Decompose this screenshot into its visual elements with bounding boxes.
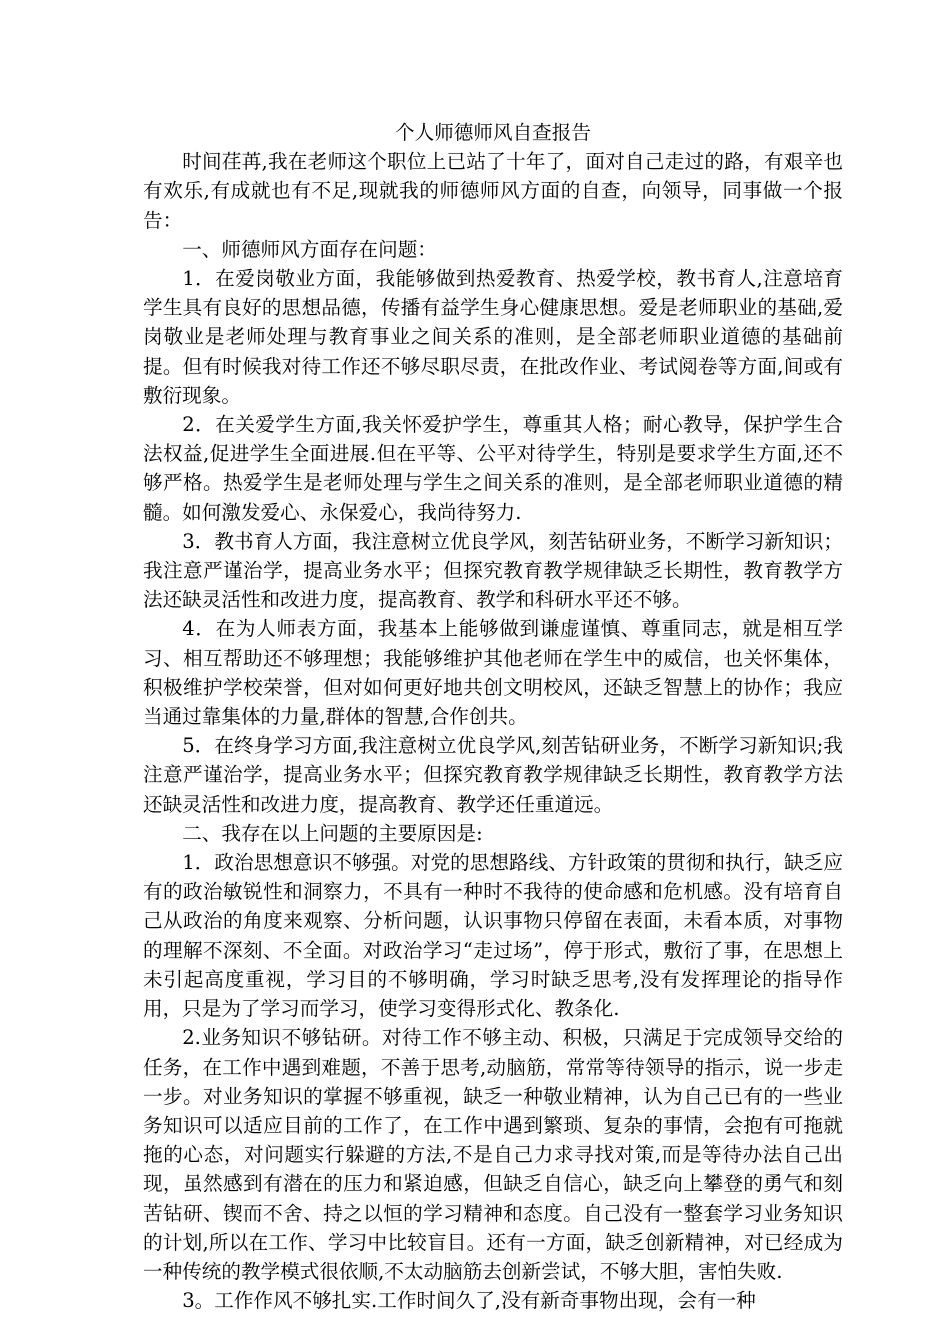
problem-paragraph-5: 5．在终身学习方面,我注意树立优良学风,刻苦钻研业务，不断学习新知识;我注意严谨治学，提高业务水平；但探究教育教学规律缺乏长期性，教育教学方法还缺灵活性和改进力度，提高教育、教学还任重道远。 [143, 734, 843, 816]
document-body [143, 118, 843, 1315]
cause-paragraph-1: 1．政治思想意识不够强。对党的思想路线、方针政策的贯彻和执行，缺乏应有的政治敏锐性和洞察力，不具有一种时不我待的使命感和危机感。没有培育自己从政治的角度来观察、分析问题，认识事物只停留在表面，未看本质，对事物的理解不深刻、不全面。对政治学习“走过场”，停于形式，敷衍了事，在思想上未引起高度重视，学习目的不够明确，学习时缺乏思考,没有发挥理论的指导作用，只是为了学习而学习，使学习变得形式化、教条化. [143, 851, 843, 1021]
section-heading-problems: 一、师德师风方面存在问题： [182, 237, 437, 261]
problem-paragraph-3: 3．教书育人方面，我注意树立优良学风，刻苦钻研业务，不断学习新知识；我注意严谨治学，提高业务水平；但探究教育教学规律缺乏长期性，教育教学方法还缺灵活性和改进力度，提高教育、教学和科研水平还不够。 [143, 529, 843, 612]
cause-paragraph-3: 3。工作作风不够扎实.工作时间久了,没有新奇事物出现，会有一种 [182, 1289, 756, 1313]
section-heading-causes: 二、我存在以上问题的主要原因是: [182, 821, 483, 845]
document-title: 个人师德师风自查报告 [395, 121, 591, 144]
problem-paragraph-4: 4．在为人师表方面，我基本上能够做到谦虚谨慎、尊重同志，就是相互学习、相互帮助还不够理想；我能够维护其他老师在学生中的威信，也关怀集体，积极维护学校荣誉，但对如何更好地共创文明校风，还缺乏智慧上的协作；我应当通过靠集体的力量,群体的智慧,合作创共。 [143, 617, 843, 729]
cause-paragraph-2: 2.业务知识不够钻研。对待工作不够主动、积极，只满足于完成领导交给的任务，在工作中遇到难题，不善于思考,动脑筋，常常等待领导的指示，说一步走一步。对业务知识的掌握不够重视，缺乏一种敬业精神，认为自己已有的一些业务知识可以适应目前的工作了，在工作中遇到繁琐、复杂的事情，会抱有可拖就拖的心态，对问题实行躲避的方法,不是自己力求寻找对策,而是等待办法自己出现，虽然感到有潜在的压力和紧迫感，但缺乏自信心，缺乏向上攀登的勇气和刻苦钻研、锲而不舍、持之以恒的学习精神和态度。自己没有一整套学习业务知识的计划,所以在工作、学习中比较盲目。还有一方面，缺乏创新精神，对已经成为一种传统的教学模式很依顺,不太动脑筋去创新尝试，不够大胆，害怕失败. [143, 1026, 843, 1283]
problem-paragraph-2: 2．在关爱学生方面,我关怀爱护学生，尊重其人格；耐心教导，保护学生合法权益,促进学生全面进展.但在平等、公平对待学生，特别是要求学生方面,还不够严格。热爱学生是老师处理与学生之间关系的准则，是全部老师职业道德的精髓。如何激发爱心、永保爱心，我尚待努力. [143, 413, 843, 524]
problem-paragraph-1: 1．在爱岗敬业方面，我能够做到热爱教育、热爱学校，教书育人,注意培育学生具有良好的思想品德，传播有益学生身心健康思想。爱是老师职业的基础,爱岗敬业是老师处理与教育事业之间关系的准则，是全部老师职业道德的基础前提。但有时候我对待工作还不够尽职尽责，在批改作业、考试阅卷等方面,间或有敷衍现象。 [143, 267, 843, 407]
intro-paragraph: 时间荏苒,我在老师这个职位上已站了十年了，面对自己走过的路，有艰辛也有欢乐,有成就也有不足,现就我的师德师风方面的自查，向领导，同事做一个报告： [143, 150, 843, 232]
